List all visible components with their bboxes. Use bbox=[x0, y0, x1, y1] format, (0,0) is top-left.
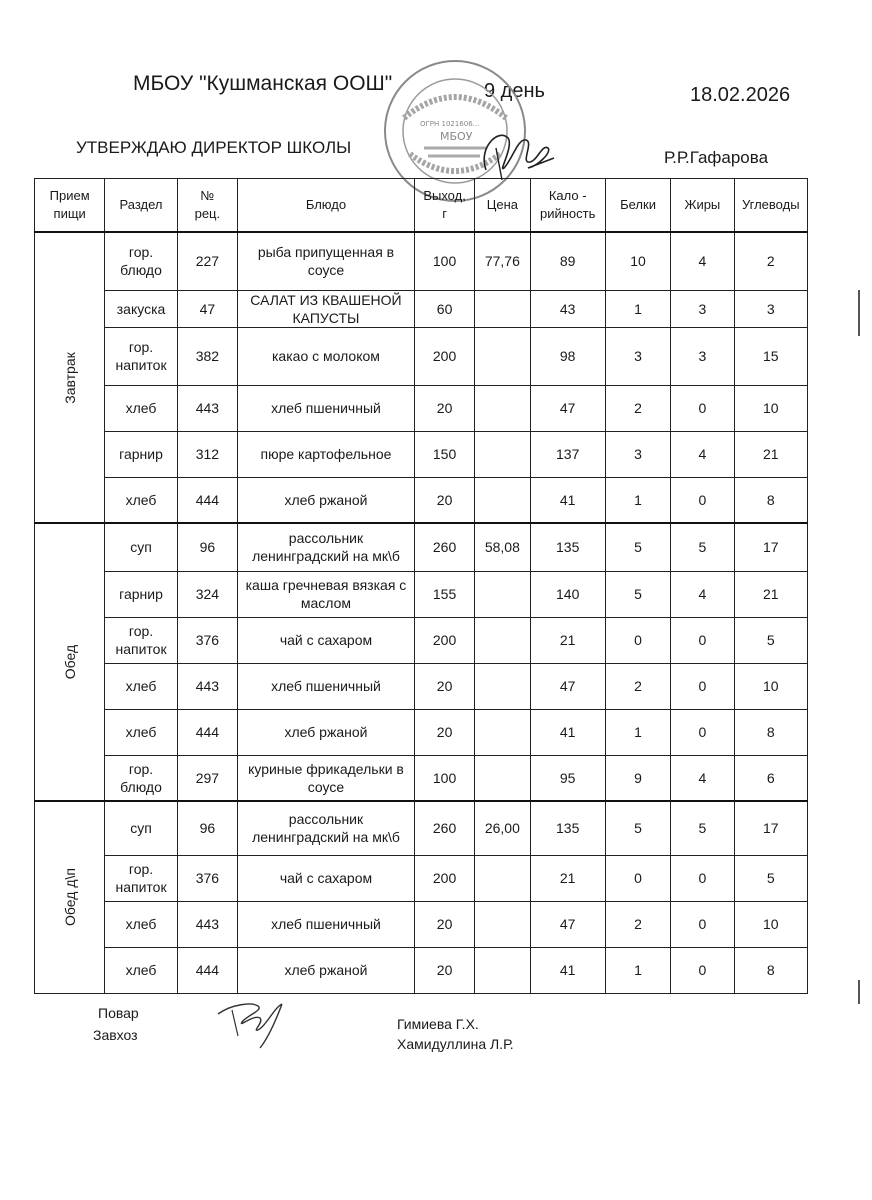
protein-cell: 1 bbox=[605, 290, 670, 327]
scan-edge-mark bbox=[858, 980, 860, 1004]
yield-cell: 20 bbox=[414, 663, 474, 709]
dish-cell: хлеб пшеничный bbox=[238, 385, 415, 431]
cook-signature bbox=[212, 996, 308, 1052]
carbs-cell: 5 bbox=[734, 617, 807, 663]
section-cell: гор. напиток bbox=[105, 327, 177, 385]
fat-cell: 4 bbox=[671, 755, 734, 801]
carbs-cell: 5 bbox=[734, 855, 807, 901]
fat-cell: 5 bbox=[671, 801, 734, 855]
calories-cell: 47 bbox=[530, 901, 605, 947]
protein-cell: 9 bbox=[605, 755, 670, 801]
carbs-cell: 21 bbox=[734, 571, 807, 617]
section-cell: хлеб bbox=[105, 901, 177, 947]
table-row bbox=[35, 663, 808, 709]
section-cell: хлеб bbox=[105, 477, 177, 523]
recipe-cell: 443 bbox=[177, 663, 237, 709]
fat-cell: 0 bbox=[671, 663, 734, 709]
document-date: 18.02.2026 bbox=[690, 84, 791, 106]
price-cell bbox=[475, 709, 530, 755]
yield-cell: 20 bbox=[414, 385, 474, 431]
meal-cell bbox=[35, 801, 105, 993]
recipe-cell: 47 bbox=[177, 290, 237, 327]
calories-cell: 47 bbox=[530, 385, 605, 431]
section-cell: гор. блюдо bbox=[105, 755, 177, 801]
yield-cell: 200 bbox=[414, 617, 474, 663]
carbs-cell: 6 bbox=[734, 755, 807, 801]
meal-cell bbox=[35, 523, 105, 801]
dish-cell: каша гречневая вязкая с маслом bbox=[238, 571, 415, 617]
fat-cell: 4 bbox=[671, 232, 734, 290]
section-cell: хлеб bbox=[105, 709, 177, 755]
dish-cell: рыба припущенная в соусе bbox=[238, 232, 415, 290]
table-row bbox=[35, 523, 808, 571]
calories-cell: 47 bbox=[530, 663, 605, 709]
fat-cell: 0 bbox=[671, 385, 734, 431]
protein-cell: 2 bbox=[605, 385, 670, 431]
carbs-cell: 8 bbox=[734, 947, 807, 993]
calories-cell: 89 bbox=[530, 232, 605, 290]
section-cell: гарнир bbox=[105, 571, 177, 617]
recipe-cell: 312 bbox=[177, 431, 237, 477]
yield-cell: 100 bbox=[414, 755, 474, 801]
dish-cell: чай с сахаром bbox=[238, 855, 415, 901]
section-cell: гор. напиток bbox=[105, 855, 177, 901]
yield-cell: 60 bbox=[414, 290, 474, 327]
table-row bbox=[35, 327, 808, 385]
recipe-cell: 227 bbox=[177, 232, 237, 290]
recipe-cell: 382 bbox=[177, 327, 237, 385]
fat-cell: 3 bbox=[671, 327, 734, 385]
price-cell: 26,00 bbox=[475, 801, 530, 855]
price-cell bbox=[475, 327, 530, 385]
fat-cell: 0 bbox=[671, 617, 734, 663]
dish-cell: рассольник ленинградский на мк\б bbox=[238, 801, 415, 855]
dish-cell: хлеб ржаной bbox=[238, 477, 415, 523]
protein-cell: 1 bbox=[605, 477, 670, 523]
dish-cell: хлеб пшеничный bbox=[238, 901, 415, 947]
carbs-cell: 2 bbox=[734, 232, 807, 290]
price-cell bbox=[475, 290, 530, 327]
calories-column-header: Кало - рийность bbox=[530, 179, 605, 233]
yield-cell: 260 bbox=[414, 523, 474, 571]
dish-cell: пюре картофельное bbox=[238, 431, 415, 477]
carbs-cell: 10 bbox=[734, 385, 807, 431]
fat-cell: 5 bbox=[671, 523, 734, 571]
price-cell bbox=[475, 571, 530, 617]
cook-label: Повар bbox=[98, 1005, 139, 1021]
carbs-cell: 17 bbox=[734, 801, 807, 855]
recipe-cell: 444 bbox=[177, 947, 237, 993]
calories-cell: 135 bbox=[530, 801, 605, 855]
price-cell bbox=[475, 431, 530, 477]
meal-label: Обед bbox=[61, 644, 78, 680]
protein-cell: 0 bbox=[605, 855, 670, 901]
calories-cell: 135 bbox=[530, 523, 605, 571]
yield-cell: 150 bbox=[414, 431, 474, 477]
table-row bbox=[35, 385, 808, 431]
approval-heading: УТВЕРЖДАЮ ДИРЕКТОР ШКОЛЫ bbox=[76, 138, 352, 157]
dish-column-header: Блюдо bbox=[238, 179, 415, 233]
carbs-cell: 8 bbox=[734, 477, 807, 523]
price-cell: 77,76 bbox=[475, 232, 530, 290]
calories-cell: 95 bbox=[530, 755, 605, 801]
section-column-header: Раздел bbox=[105, 179, 177, 233]
dish-cell: рассольник ленинградский на мк\б bbox=[238, 523, 415, 571]
fat-cell: 4 bbox=[671, 571, 734, 617]
fat-column-header: Жиры bbox=[671, 179, 734, 233]
dish-cell: куриные фрикадельки в соусе bbox=[238, 755, 415, 801]
scan-edge-mark bbox=[858, 290, 860, 336]
calories-cell: 21 bbox=[530, 855, 605, 901]
section-cell: гарнир bbox=[105, 431, 177, 477]
protein-cell: 1 bbox=[605, 947, 670, 993]
yield-cell: 200 bbox=[414, 855, 474, 901]
table-row bbox=[35, 431, 808, 477]
price-cell: 58,08 bbox=[475, 523, 530, 571]
cook-name: Гимиева Г.Х. bbox=[397, 1016, 479, 1032]
protein-column-header: Белки bbox=[605, 179, 670, 233]
yield-cell: 200 bbox=[414, 327, 474, 385]
recipe-column-header: № рец. bbox=[177, 179, 237, 233]
fat-cell: 0 bbox=[671, 947, 734, 993]
section-cell: суп bbox=[105, 523, 177, 571]
recipe-cell: 443 bbox=[177, 901, 237, 947]
table-row bbox=[35, 232, 808, 290]
calories-cell: 41 bbox=[530, 477, 605, 523]
table-row bbox=[35, 617, 808, 663]
price-column-header: Цена bbox=[475, 179, 530, 233]
menu-table-body bbox=[35, 232, 808, 993]
calories-cell: 43 bbox=[530, 290, 605, 327]
yield-cell: 100 bbox=[414, 232, 474, 290]
price-cell bbox=[475, 385, 530, 431]
table-header-row bbox=[35, 179, 808, 233]
recipe-cell: 376 bbox=[177, 855, 237, 901]
dish-cell: САЛАТ ИЗ КВАШЕНОЙ КАПУСТЫ bbox=[238, 290, 415, 327]
protein-cell: 1 bbox=[605, 709, 670, 755]
protein-cell: 0 bbox=[605, 617, 670, 663]
fat-cell: 4 bbox=[671, 431, 734, 477]
dish-cell: хлеб ржаной bbox=[238, 947, 415, 993]
protein-cell: 3 bbox=[605, 431, 670, 477]
protein-cell: 10 bbox=[605, 232, 670, 290]
carbs-cell: 15 bbox=[734, 327, 807, 385]
price-cell bbox=[475, 663, 530, 709]
director-name: Р.Р.Гафарова bbox=[664, 148, 769, 167]
section-cell: хлеб bbox=[105, 663, 177, 709]
table-row bbox=[35, 855, 808, 901]
carbs-cell: 3 bbox=[734, 290, 807, 327]
section-cell: гор. блюдо bbox=[105, 232, 177, 290]
section-cell: гор. напиток bbox=[105, 617, 177, 663]
yield-cell: 20 bbox=[414, 477, 474, 523]
table-row bbox=[35, 901, 808, 947]
yield-cell: 20 bbox=[414, 901, 474, 947]
dish-cell: какао с молоком bbox=[238, 327, 415, 385]
dish-cell: чай с сахаром bbox=[238, 617, 415, 663]
menu-table bbox=[34, 178, 808, 994]
recipe-cell: 444 bbox=[177, 709, 237, 755]
table-row bbox=[35, 477, 808, 523]
calories-cell: 41 bbox=[530, 947, 605, 993]
price-cell bbox=[475, 477, 530, 523]
table-row bbox=[35, 755, 808, 801]
yield-cell: 155 bbox=[414, 571, 474, 617]
carbs-cell: 21 bbox=[734, 431, 807, 477]
fat-cell: 3 bbox=[671, 290, 734, 327]
table-row bbox=[35, 947, 808, 993]
section-cell: хлеб bbox=[105, 385, 177, 431]
fat-cell: 0 bbox=[671, 709, 734, 755]
calories-cell: 41 bbox=[530, 709, 605, 755]
dish-cell: хлеб пшеничный bbox=[238, 663, 415, 709]
protein-cell: 2 bbox=[605, 901, 670, 947]
price-cell bbox=[475, 901, 530, 947]
recipe-cell: 376 bbox=[177, 617, 237, 663]
table-row bbox=[35, 801, 808, 855]
price-cell bbox=[475, 947, 530, 993]
recipe-cell: 96 bbox=[177, 801, 237, 855]
table-row bbox=[35, 571, 808, 617]
calories-cell: 137 bbox=[530, 431, 605, 477]
protein-cell: 5 bbox=[605, 801, 670, 855]
recipe-cell: 444 bbox=[177, 477, 237, 523]
meal-label: Завтрак bbox=[61, 351, 78, 404]
price-cell bbox=[475, 617, 530, 663]
section-cell: закуска bbox=[105, 290, 177, 327]
yield-column-header: Выход, г bbox=[414, 179, 474, 233]
fat-cell: 0 bbox=[671, 855, 734, 901]
recipe-cell: 297 bbox=[177, 755, 237, 801]
day-label: 9 день bbox=[484, 80, 545, 102]
price-cell bbox=[475, 855, 530, 901]
storekeeper-label: Завхоз bbox=[93, 1027, 138, 1043]
storekeeper-name: Хамидуллина Л.Р. bbox=[397, 1036, 514, 1052]
meal-cell bbox=[35, 232, 105, 523]
yield-cell: 20 bbox=[414, 709, 474, 755]
carbs-cell: 17 bbox=[734, 523, 807, 571]
yield-cell: 260 bbox=[414, 801, 474, 855]
fat-cell: 0 bbox=[671, 901, 734, 947]
meal-column-header: Прием пищи bbox=[35, 179, 105, 233]
carbs-cell: 10 bbox=[734, 663, 807, 709]
recipe-cell: 324 bbox=[177, 571, 237, 617]
recipe-cell: 96 bbox=[177, 523, 237, 571]
table-row bbox=[35, 290, 808, 327]
calories-cell: 21 bbox=[530, 617, 605, 663]
protein-cell: 5 bbox=[605, 571, 670, 617]
calories-cell: 140 bbox=[530, 571, 605, 617]
price-cell bbox=[475, 755, 530, 801]
carbs-cell: 10 bbox=[734, 901, 807, 947]
protein-cell: 3 bbox=[605, 327, 670, 385]
protein-cell: 5 bbox=[605, 523, 670, 571]
yield-cell: 20 bbox=[414, 947, 474, 993]
section-cell: хлеб bbox=[105, 947, 177, 993]
fat-cell: 0 bbox=[671, 477, 734, 523]
school-name: МБОУ "Кушманская ООШ" bbox=[133, 72, 393, 95]
carbs-cell: 8 bbox=[734, 709, 807, 755]
seal-details: ОГРН 1021606... bbox=[420, 120, 480, 128]
dish-cell: хлеб ржаной bbox=[238, 709, 415, 755]
seal-text: МБОУ bbox=[440, 130, 473, 143]
protein-cell: 2 bbox=[605, 663, 670, 709]
recipe-cell: 443 bbox=[177, 385, 237, 431]
section-cell: суп bbox=[105, 801, 177, 855]
calories-cell: 98 bbox=[530, 327, 605, 385]
carbs-column-header: Углеводы bbox=[734, 179, 807, 233]
meal-label: Обед д\п bbox=[61, 868, 78, 927]
table-row bbox=[35, 709, 808, 755]
